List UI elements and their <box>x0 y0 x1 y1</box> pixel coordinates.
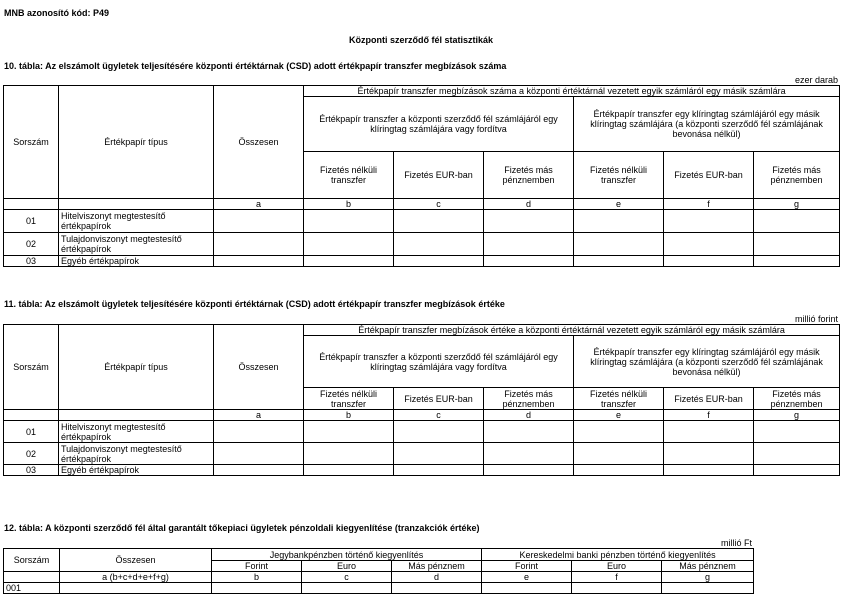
col-osszesen: Összesen <box>214 325 304 410</box>
letter-cell: g <box>662 572 754 583</box>
mnb-code: MNB azonosító kód: P49 <box>4 8 110 18</box>
data-cell[interactable] <box>484 443 574 465</box>
col-ertekpapir-tipus: Értékpapír típus <box>59 325 214 410</box>
letter-cell <box>4 199 59 210</box>
group-commercial-bank-money: Kereskedelmi banki pénzben történő kiegyenlítés <box>482 549 754 561</box>
data-cell[interactable] <box>214 233 304 256</box>
letter-cell: g <box>754 199 840 210</box>
page-title: Központi szerződő fél statisztikák <box>348 35 494 45</box>
data-cell[interactable] <box>394 421 484 443</box>
table-11-unit: millió forint <box>794 314 838 324</box>
data-cell[interactable] <box>664 233 754 256</box>
letter-cell: d <box>392 572 482 583</box>
col-osszesen: Összesen <box>214 86 304 199</box>
data-cell[interactable] <box>754 210 840 233</box>
data-cell[interactable] <box>394 256 484 267</box>
data-cell[interactable] <box>60 583 212 594</box>
row-label: Tulajdonviszonyt megtestesítő értékpapírok <box>59 443 214 465</box>
letter-cell <box>59 199 214 210</box>
sub-col: Fizetés más pénznemben <box>484 152 574 199</box>
col-sorszam: Sorszám <box>4 325 59 410</box>
letter-cell: c <box>394 410 484 421</box>
sub-col: Fizetés más pénznemben <box>754 152 840 199</box>
data-cell[interactable] <box>212 583 302 594</box>
row-number: 03 <box>4 465 59 476</box>
data-cell[interactable] <box>304 443 394 465</box>
letter-cell: a (b+c+d+e+f+g) <box>60 572 212 583</box>
sub-col: Más pénznem <box>662 561 754 572</box>
sub-col: Fizetés EUR-ban <box>664 388 754 410</box>
data-cell[interactable] <box>664 443 754 465</box>
row-number: 02 <box>4 233 59 256</box>
data-cell[interactable] <box>302 583 392 594</box>
data-cell[interactable] <box>754 256 840 267</box>
row-label: Hitelviszonyt megtestesítő értékpapírok <box>59 210 214 233</box>
sub-col: Forint <box>482 561 572 572</box>
row-number: 03 <box>4 256 59 267</box>
data-cell[interactable] <box>484 233 574 256</box>
letter-cell: e <box>574 199 664 210</box>
table-12-title: 12. tábla: A központi szerződő fél által garantált tőkepiaci ügyletek pénzoldali kiegyenlítése (tranzakciók értéke) <box>4 523 480 533</box>
letter-cell: c <box>394 199 484 210</box>
letter-cell <box>4 572 60 583</box>
sub-col: Fizetés más pénznemben <box>484 388 574 410</box>
table-11-title: 11. tábla: Az elszámolt ügyletek teljesítésére központi értéktárnak (CSD) adott értékpapír transzfer megbízások értéke <box>4 299 505 309</box>
data-cell[interactable] <box>214 465 304 476</box>
letter-cell: e <box>482 572 572 583</box>
letter-cell <box>59 410 214 421</box>
sub-col: Fizetés nélküli transzfer <box>304 152 394 199</box>
data-cell[interactable] <box>754 443 840 465</box>
col-sorszam: Sorszám <box>4 86 59 199</box>
group-clearing-clearing: Értékpapír transzfer egy klíringtag számlájáról egy másik klíringtag számlájára (a központi szerződő fél számlájának bevonása nélkül) <box>574 336 840 388</box>
sub-col: Fizetés EUR-ban <box>394 152 484 199</box>
table-12-unit: millió Ft <box>721 538 752 548</box>
data-cell[interactable] <box>394 233 484 256</box>
letter-cell: d <box>484 199 574 210</box>
col-sorszam: Sorszám <box>4 549 60 572</box>
sub-col: Euro <box>302 561 392 572</box>
table-row <box>4 233 840 256</box>
letter-cell: g <box>754 410 840 421</box>
letter-cell: a <box>214 410 304 421</box>
sub-col: Euro <box>572 561 662 572</box>
letter-cell: b <box>212 572 302 583</box>
group-csd-clearing: Értékpapír transzfer a központi szerződő fél számlájáról egy klíringtag számlájára vagy fordítva <box>304 97 574 152</box>
letter-cell: a <box>214 199 304 210</box>
data-cell[interactable] <box>754 465 840 476</box>
data-cell[interactable] <box>484 256 574 267</box>
data-cell[interactable] <box>574 421 664 443</box>
data-cell[interactable] <box>664 465 754 476</box>
row-label: Tulajdonviszonyt megtestesítő értékpapírok <box>59 233 214 256</box>
row-label: Egyéb értékpapírok <box>59 465 214 476</box>
sub-col: Fizetés nélküli transzfer <box>304 388 394 410</box>
sub-col: Más pénznem <box>392 561 482 572</box>
table-row <box>4 210 840 233</box>
data-cell[interactable] <box>214 421 304 443</box>
data-cell[interactable] <box>664 256 754 267</box>
row-label: Hitelviszonyt megtestesítő értékpapírok <box>59 421 214 443</box>
table-row <box>4 583 754 594</box>
sub-col: Forint <box>212 561 302 572</box>
data-cell[interactable] <box>394 465 484 476</box>
group-clearing-clearing: Értékpapír transzfer egy klíringtag számlájáról egy másik klíringtag számlájára (a központi szerződő fél számlájának bevonása nélkül) <box>574 97 840 152</box>
data-cell[interactable] <box>304 421 394 443</box>
group-csd-clearing: Értékpapír transzfer a központi szerződő fél számlájáról egy klíringtag számlájára vagy fordítva <box>304 336 574 388</box>
data-cell[interactable] <box>754 421 840 443</box>
sub-col: Fizetés EUR-ban <box>664 152 754 199</box>
data-cell[interactable] <box>664 421 754 443</box>
data-cell[interactable] <box>394 443 484 465</box>
data-cell[interactable] <box>394 210 484 233</box>
data-cell[interactable] <box>574 443 664 465</box>
data-cell[interactable] <box>662 583 754 594</box>
letter-cell: b <box>304 410 394 421</box>
letter-cell: d <box>484 410 574 421</box>
sub-col: Fizetés EUR-ban <box>394 388 484 410</box>
letter-cell: b <box>304 199 394 210</box>
data-cell[interactable] <box>214 210 304 233</box>
data-cell[interactable] <box>214 443 304 465</box>
letter-cell: f <box>572 572 662 583</box>
data-cell[interactable] <box>304 256 394 267</box>
row-label: Egyéb értékpapírok <box>59 256 214 267</box>
data-cell[interactable] <box>484 210 574 233</box>
letter-cell: f <box>664 410 754 421</box>
table-10-title: 10. tábla: Az elszámolt ügyletek teljesítésére központi értéktárnak (CSD) adott értékpapír transzfer megbízások száma <box>4 61 507 71</box>
letter-cell: f <box>664 199 754 210</box>
data-cell[interactable] <box>574 210 664 233</box>
data-cell[interactable] <box>214 256 304 267</box>
row-number: 01 <box>4 421 59 443</box>
row-number: 02 <box>4 443 59 465</box>
data-cell[interactable] <box>574 233 664 256</box>
group-central-bank-money: Jegybankpénzben történő kiegyenlítés <box>212 549 482 561</box>
data-cell[interactable] <box>574 465 664 476</box>
table-row <box>4 421 840 443</box>
data-cell[interactable] <box>574 256 664 267</box>
data-cell[interactable] <box>572 583 662 594</box>
letter-cell: e <box>574 410 664 421</box>
col-osszesen: Összesen <box>60 549 212 572</box>
table-11 <box>3 324 840 476</box>
data-cell[interactable] <box>754 233 840 256</box>
table-12 <box>3 548 754 594</box>
data-cell[interactable] <box>484 465 574 476</box>
table-10 <box>3 85 840 267</box>
sub-col: Fizetés nélküli transzfer <box>574 388 664 410</box>
table-row <box>4 443 840 465</box>
data-cell[interactable] <box>484 421 574 443</box>
data-cell[interactable] <box>304 465 394 476</box>
row-number: 01 <box>4 210 59 233</box>
col-ertekpapir-tipus: Értékpapír típus <box>59 86 214 199</box>
sub-col: Fizetés nélküli transzfer <box>574 152 664 199</box>
table-row <box>4 465 840 476</box>
data-cell[interactable] <box>304 210 394 233</box>
table-row <box>4 256 840 267</box>
sub-col: Fizetés más pénznemben <box>754 388 840 410</box>
letter-cell: c <box>302 572 392 583</box>
table-10-unit: ezer darab <box>794 75 838 85</box>
group-main: Értékpapír transzfer megbízások száma a központi értéktárnál vezetett egyik számláról egy másik számlára <box>304 86 840 97</box>
data-cell[interactable] <box>482 583 572 594</box>
row-number: 001 <box>4 583 60 594</box>
data-cell[interactable] <box>664 210 754 233</box>
data-cell[interactable] <box>304 233 394 256</box>
data-cell[interactable] <box>392 583 482 594</box>
letter-cell <box>4 410 59 421</box>
group-main: Értékpapír transzfer megbízások értéke a központi értéktárnál vezetett egyik számláról egy másik számlára <box>304 325 840 336</box>
